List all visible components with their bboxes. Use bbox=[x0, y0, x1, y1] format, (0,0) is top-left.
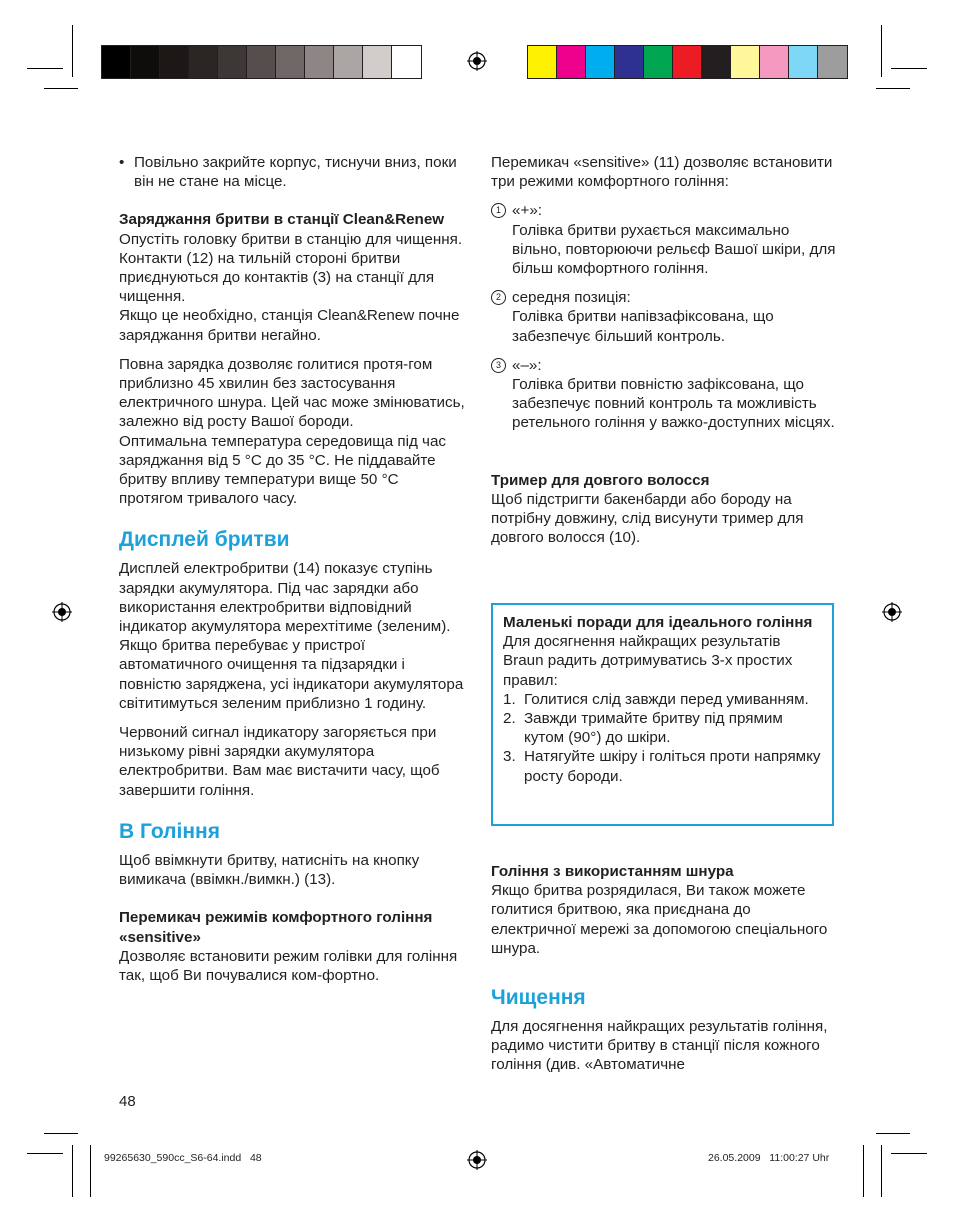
paragraph: Опустіть головку бритви в станцію для чищення. Контакти (12) на тильній стороні бритви приєднуються до контактів (3) на станції для чищення. bbox=[119, 230, 463, 306]
list-number: 3. bbox=[503, 748, 516, 766]
crop-mark bbox=[876, 88, 910, 89]
circled-number: 1 bbox=[491, 203, 506, 218]
color-swatch bbox=[131, 46, 160, 78]
crop-mark bbox=[881, 25, 882, 77]
section-title-shaving: В Гоління bbox=[119, 819, 220, 843]
color-swatch bbox=[102, 46, 131, 78]
paragraph: Дисплей електробритви (14) показує ступінь зарядки акумулятора. Під час зарядки або використання електробритви відповідний індикатор акумулятора мерехтітиме (зеленим). Якщо бритва перебуває у пристрої автоматичного очищення та підзарядки і повністю заряджена, усі індикатори акумулятора світитимуться зеленим приблизно 1 годину. bbox=[119, 560, 464, 712]
color-swatch bbox=[760, 46, 789, 78]
color-swatch bbox=[586, 46, 615, 78]
right-column-lower bbox=[491, 862, 837, 1075]
section-title-display: Дисплей бритви bbox=[119, 528, 290, 552]
color-swatch bbox=[615, 46, 644, 78]
paragraph: Оптимальна температура середовища під час заряджання від 5 °C до 35 °C. Не піддавайте бритву впливу температури вище 50 °C протягом тривалого часу. bbox=[119, 432, 447, 508]
paragraph: Для досягнення найкращих результатів Braun радить дотримуватись 3-х простих правил: bbox=[503, 633, 793, 689]
color-swatch bbox=[673, 46, 702, 78]
color-swatch bbox=[189, 46, 218, 78]
list-item bbox=[503, 709, 822, 747]
bullet-item: • Повільно закрийте корпус, тиснучи вниз, поки він не стане на місце. bbox=[119, 153, 465, 191]
color-swatch bbox=[160, 46, 189, 78]
paragraph: Щоб підстригти бакенбарди або бороду на потрібну довжину, слід висунути тример для довгого волосся (10). bbox=[491, 490, 804, 547]
paragraph: Якщо це необхідно, станція Clean&Renew почне заряджання бритви негайно. bbox=[119, 307, 460, 344]
circled-number: 2 bbox=[491, 290, 506, 305]
right-column bbox=[491, 153, 837, 547]
color-swatch bbox=[644, 46, 673, 78]
tips-box bbox=[491, 603, 834, 826]
list-item bbox=[503, 747, 822, 785]
mode-label: середня позиція: bbox=[512, 289, 631, 307]
paragraph: Повна зарядка дозволяє голитися протя-гом приблизно 45 хвилин без застосування електричного шнура. Цей час може змінюватись, залежно від росту Вашої бороди. bbox=[119, 355, 465, 431]
crop-mark bbox=[44, 88, 78, 89]
registration-mark-icon bbox=[467, 51, 487, 71]
paragraph: Перемикач «sensitive» (11) дозволяє встановити три режими комфортного гоління: bbox=[491, 154, 833, 191]
list-number: 2. bbox=[503, 710, 516, 728]
crop-mark bbox=[881, 1145, 882, 1197]
mode-item bbox=[491, 201, 837, 278]
mode-text: Голівка бритви рухається максимально вільно, повторюючи рельєф Вашої шкіри, для більш комфортного гоління. bbox=[512, 221, 836, 278]
paragraph: Для досягнення найкращих результатів гоління, радимо чистити бритву в станції після кожного гоління (див. «Автоматичне bbox=[491, 1018, 828, 1074]
process-color-bar bbox=[527, 45, 848, 79]
list-text: Натягуйте шкіру і голіться проти напрямку росту бороди. bbox=[524, 748, 821, 785]
grey-color-bar bbox=[101, 45, 422, 79]
mode-text: Голівка бритви повністю зафіксована, що забезпечує повний контроль та можливість ретельного гоління у важко-доступних місцях. bbox=[512, 376, 835, 432]
crop-mark bbox=[891, 68, 927, 69]
crop-mark bbox=[72, 1145, 73, 1197]
color-swatch bbox=[247, 46, 276, 78]
list-item bbox=[503, 690, 822, 709]
tips-heading: Маленькі поради для ідеального гоління bbox=[503, 614, 813, 631]
sensitive-heading: Перемикач режимів комфортного гоління «sensitive» bbox=[119, 909, 433, 946]
file-slug: 99265630_590cc_S6-64.indd 48 bbox=[104, 1152, 262, 1164]
color-swatch bbox=[702, 46, 731, 78]
color-swatch bbox=[528, 46, 557, 78]
crop-mark bbox=[44, 1133, 78, 1134]
circled-number: 3 bbox=[491, 358, 506, 373]
color-swatch bbox=[731, 46, 760, 78]
color-swatch bbox=[392, 46, 421, 78]
crop-mark bbox=[891, 1153, 927, 1154]
crop-mark bbox=[72, 25, 73, 77]
crop-mark bbox=[90, 1145, 91, 1197]
mode-label: «+»: bbox=[512, 202, 542, 220]
registration-mark-icon bbox=[52, 602, 72, 622]
timestamp-slug: 26.05.2009 11:00:27 Uhr bbox=[708, 1152, 830, 1164]
crop-mark bbox=[876, 1133, 910, 1134]
color-swatch bbox=[276, 46, 305, 78]
page-number: 48 bbox=[119, 1093, 136, 1110]
section-title-cleaning: Чищення bbox=[491, 986, 586, 1010]
color-swatch bbox=[218, 46, 247, 78]
left-column bbox=[119, 153, 465, 985]
list-text: Завжди тримайте бритву під прямим кутом (90°) до шкіри. bbox=[524, 710, 783, 747]
color-swatch bbox=[557, 46, 586, 78]
color-swatch bbox=[363, 46, 392, 78]
mode-item bbox=[491, 356, 837, 433]
crop-mark bbox=[27, 68, 63, 69]
crop-mark bbox=[27, 1153, 63, 1154]
color-swatch bbox=[789, 46, 818, 78]
list-text: Голитися слід завжди перед умиванням. bbox=[524, 690, 809, 708]
crop-mark bbox=[863, 1145, 864, 1197]
list-number: 1. bbox=[503, 690, 516, 708]
mode-label: «–»: bbox=[512, 356, 542, 374]
mode-text: Голівка бритви напівзафіксована, що забезпечує більший контроль. bbox=[512, 308, 774, 345]
paragraph: Щоб ввімкнути бритву, натисніть на кнопку вимикача (ввімкн./вимкн.) (13). bbox=[119, 851, 420, 889]
cord-heading: Гоління з використанням шнура bbox=[491, 863, 734, 880]
color-swatch bbox=[334, 46, 363, 78]
paragraph: Червоний сигнал індикатору загоряється при низькому рівні зарядки акумулятора електробритви. Вам має вистачити часу, щоб завершити гоління. bbox=[119, 724, 440, 799]
registration-mark-icon bbox=[467, 1150, 487, 1170]
trimmer-heading: Тример для довгого волосся bbox=[491, 471, 710, 489]
registration-mark-icon bbox=[882, 602, 902, 622]
mode-item bbox=[491, 288, 837, 346]
color-swatch bbox=[818, 46, 847, 78]
paragraph: Якщо бритва розрядилася, Ви також можете голитися бритвою, яка приєднана до електричної мережі за допомогою спеціального шнура. bbox=[491, 882, 828, 957]
paragraph: Дозволяє встановити режим голівки для гоління так, щоб Ви почувалися ком-фортно. bbox=[119, 947, 458, 984]
color-swatch bbox=[305, 46, 334, 78]
charging-heading: Заряджання бритви в станції Clean&Renew bbox=[119, 211, 445, 229]
